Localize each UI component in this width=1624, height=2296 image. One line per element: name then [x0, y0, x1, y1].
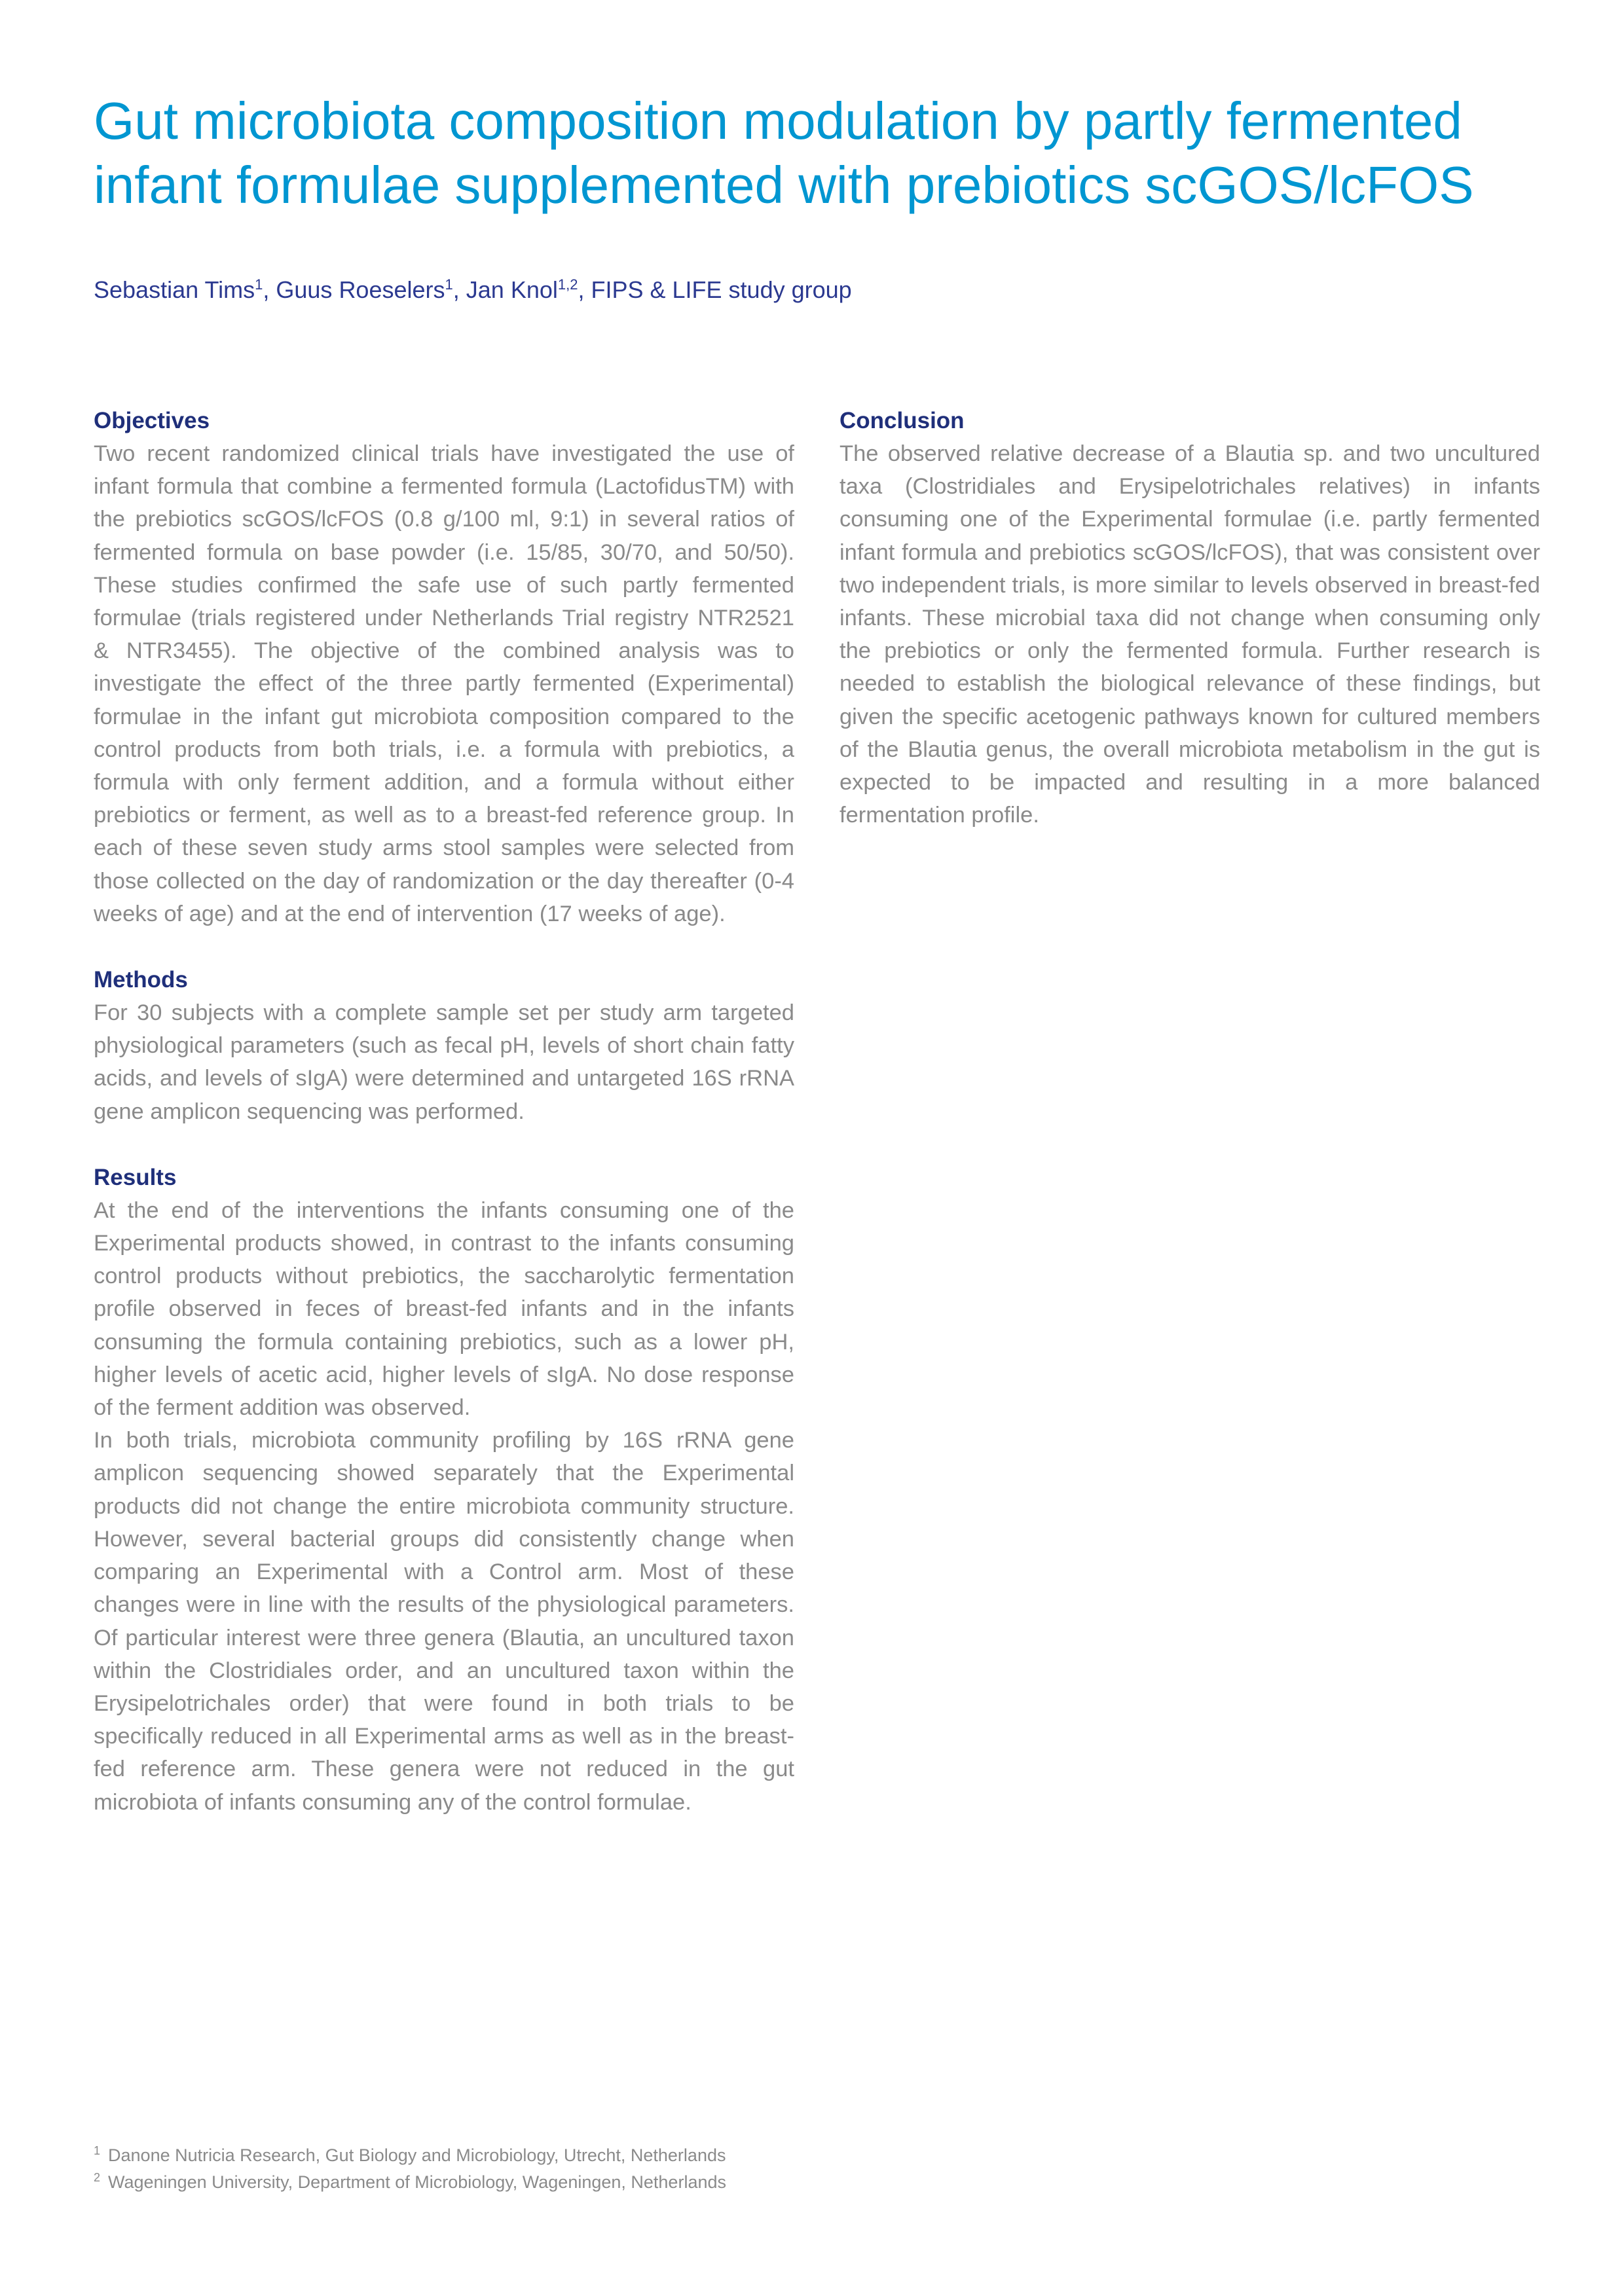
results-text: At the end of the interventions the infants consuming one of the Experimental products showed, in contrast to the infants consuming control products without prebiotics, the saccharolytic fermentation profile observed in feces of breast-fed infants and in the infants consuming the formula containing prebiotics, such as a lower pH, higher levels of acetic acid, higher levels of sIgA. No dose response of the ferment addition was observed. [94, 1197, 794, 1421]
conclusion-section [840, 405, 1540, 831]
footnote-mark: 2 [94, 2171, 101, 2184]
conclusion-heading: Conclusion [840, 408, 965, 433]
methods-heading: Methods [94, 967, 188, 993]
footnote [94, 2166, 1076, 2193]
footnotes [94, 2140, 1076, 2193]
methods-text: For 30 subjects with a complete sample set per study arm targeted physiological parameters (such as fecal pH, levels of short chain fatty acids, and levels of sIgA) were determined and untargeted 16S rRNA gene amplicon sequencing was performed. [94, 1000, 794, 1124]
author: Sebastian Tims$^1$, [94, 276, 276, 303]
objectives-heading: Objectives [94, 408, 210, 433]
page-title: Gut microbiota composition modulation by partly fermented infant formulae supplemented with prebiotics scGOS/lcFOS [94, 92, 1474, 214]
objectives-text: Two recent randomized clinical trials have investigated the use of infant formula that combine a fermented formula (LactofidusTM) with the prebiotics scGOS/lcFOS (0.8 g/100 ml, 9:1) in several ratios of fermented formula on base powder (i.e. 15/85, 30/70, and 50/50). These studies confirmed the safe use of such partly fermented formulae (trials registered under Netherlands Trial registry NTR2521 & NTR3455). The objective of the combined analysis was to investigate the effect of the three partly fermented (Experimental) formulae in the infant gut microbiota composition compared to the control products from both trials, i.e. a formula with prebiotics, a formula with only ferment addition, and a formula without either prebiotics or ferment, as well as to a breast-fed reference group. In each of these seven study arms stool samples were selected from those collected on the day of randomization or the day thereafter (0-4 weeks of age) and at the end of intervention (17 weeks of age). [94, 441, 794, 926]
objectives-section [94, 405, 794, 930]
affiliation-mark: 1 [445, 276, 453, 293]
footnote-mark: 1 [94, 2144, 101, 2157]
author: Jan Knol$^{1,2}$, [466, 276, 591, 303]
affiliation-mark: 1 [255, 276, 263, 293]
results-heading: Results [94, 1164, 177, 1190]
methods-section [94, 964, 794, 1128]
author: Guus Roeselers$^1$, [276, 276, 466, 303]
right-column [840, 405, 1540, 865]
footnote-text: Wageningen University, Department of Microbiology, Wageningen, Netherlands [108, 2172, 726, 2192]
affiliation-mark: 1,2 [557, 276, 578, 293]
study-group: FIPS & LIFE study group [591, 276, 852, 303]
footnote [94, 2140, 1076, 2166]
results-text: In both trials, microbiota community profiling by 16S rRNA gene amplicon sequencing showed separately that the Experimental products did not change the entire microbiota community structure. However, several bacterial groups did consistently change when comparing an Experimental with a Control arm. Most of these changes were in line with the results of the physiological parameters. Of particular interest were three genera (Blautia, an uncultured taxon within the Clostridiales order, and an uncultured taxon within the Erysipelotrichales order) that were found in both trials to be specifically reduced in all Experimental arms as well as in the breast-fed reference arm. These genera were not reduced in the gut microbiota of infants consuming any of the control formulae. [94, 1428, 794, 1815]
results-section [94, 1161, 794, 1819]
left-column [94, 405, 794, 1852]
footnote-text: Danone Nutricia Research, Gut Biology and Microbiology, Utrecht, Netherlands [108, 2145, 726, 2165]
conclusion-text: The observed relative decrease of a Blautia sp. and two uncultured taxa (Clostridiales and Erysipelotrichales relatives) in infants consuming one of the Experimental formulae (i.e. partly fermented infant formula and prebiotics scGOS/lcFOS), that was consistent over two independent trials, is more similar to levels observed in breast-fed infants. These microbial taxa did not change when consuming only the prebiotics or only the fermented formula. Further research is needed to establish the biological relevance of these findings, but given the specific acetogenic pathways known for cultured members of the Blautia genus, the overall microbiota metabolism in the gut is expected to be impacted and resulting in a more balanced fermentation profile. [840, 441, 1540, 828]
author-list [94, 270, 1534, 305]
